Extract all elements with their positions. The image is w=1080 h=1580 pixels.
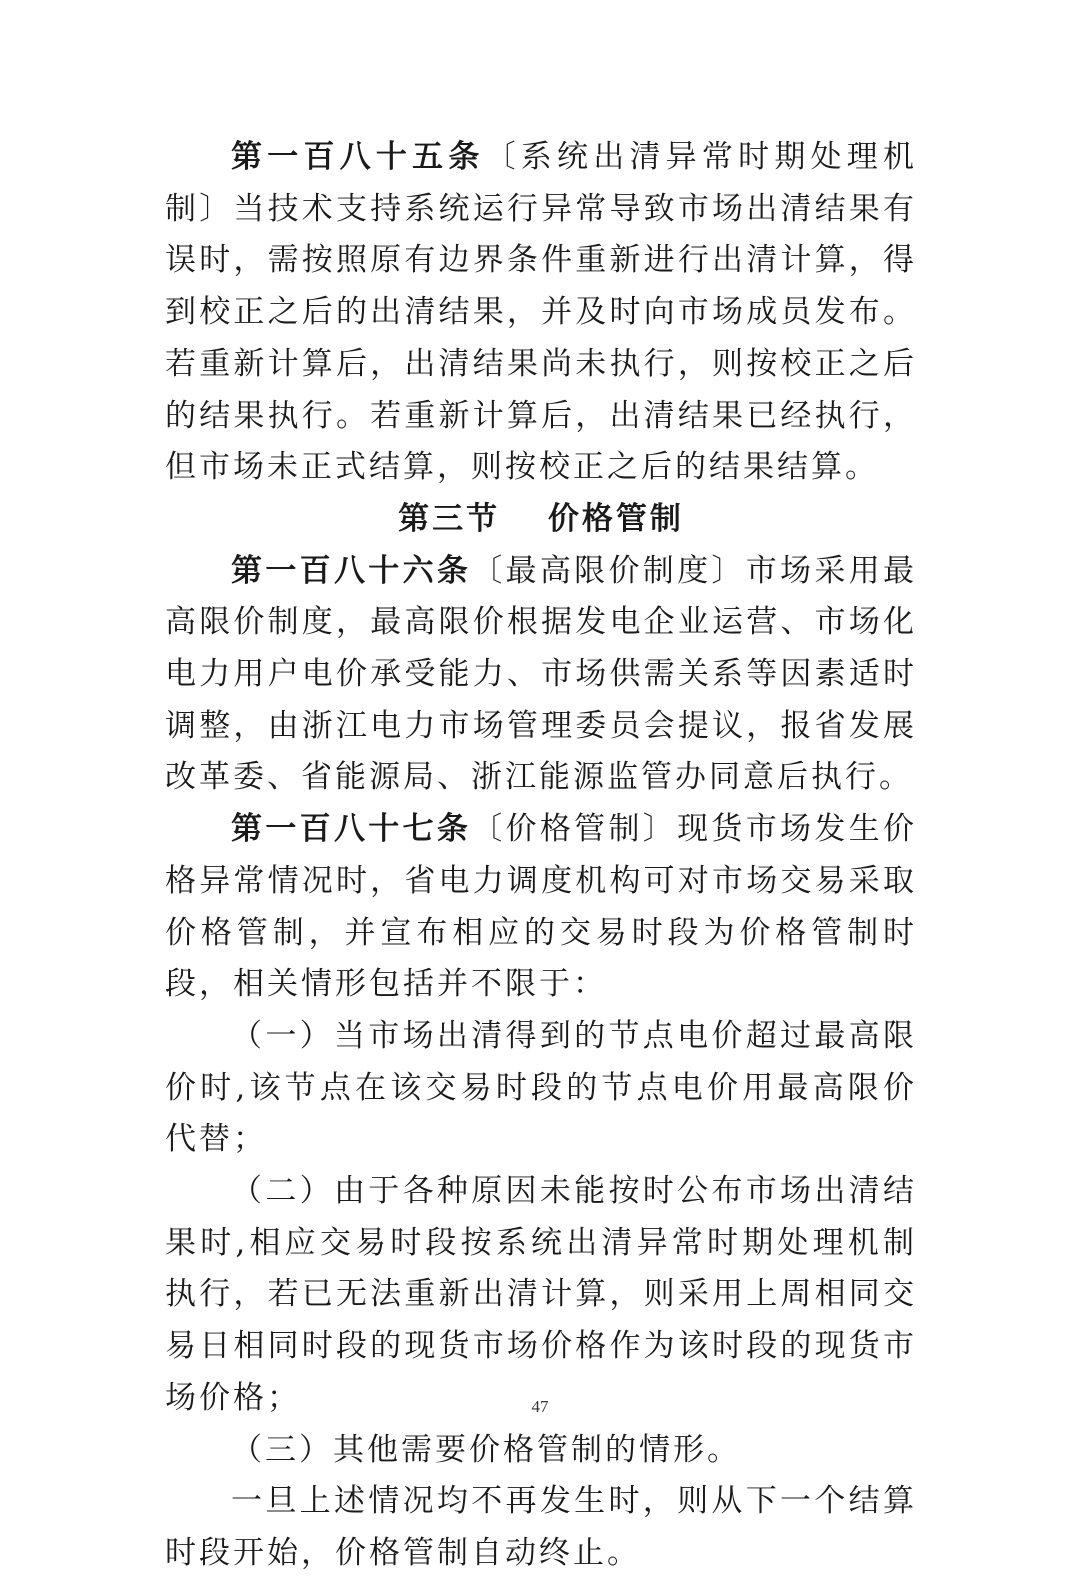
closing-paragraph: 一旦上述情况均不再发生时，则从下一个结算时段开始，价格管制自动终止。 <box>165 1483 917 1571</box>
article-185-number: 第一百八十五条 <box>231 139 485 175</box>
article-185-body: 〔系统出清异常时期处理机制〕当技术支持系统运行异常导致市场出清结果有误时，需按照原有边界条件重新进行出清计算，得到校正之后的出清结果，并及时向市场成员发布。若重新计算后，出清结果尚未执行，则按校正之后的结果执行。若重新计算后，出清结果已经执行，但市场未正式结算，则按校正之后的结果结算。 <box>165 139 918 486</box>
article-185 <box>165 132 917 494</box>
list-item-2: （二）由于各种原因未能按时公布市场出清结果时,相应交易时段按系统出清异常时期处理机制执行，若已无法重新出清计算，则采用上周相同交易日相同时段的现货市场价格作为该时段的现货市场价格； <box>165 1173 917 1416</box>
article-186 <box>165 546 917 805</box>
article-186-number: 第一百八十六条 <box>231 552 472 589</box>
article-186-body: 〔最高限价制度〕市场采用最高限价制度，最高限价根据发电企业运营、市场化电力用户电价承受能力、市场供需关系等因素适时调整，由浙江电力市场管理委员会提议，报省发展改革委、省能源局、浙江能源监管办同意后执行。 <box>165 552 918 796</box>
list-item-1: （一）当市场出清得到的节点电价超过最高限价时,该节点在该交易时段的节点电价用最高限价代替； <box>165 1017 917 1158</box>
list-item-3: （三）其他需要价格管制的情形。 <box>231 1431 741 1468</box>
article-187-body: 〔价格管制〕现货市场发生价格异常情况时，省电力调度机构可对市场交易采取价格管制，并宣布相应的交易时段为价格管制时段，相关情形包括并不限于： <box>165 811 918 1003</box>
page-number: 47 <box>531 1397 549 1416</box>
article-187-number: 第一百八十七条 <box>231 811 472 848</box>
section-heading: 第三节 价格管制 <box>398 500 684 537</box>
document-body <box>165 132 917 1580</box>
article-187 <box>165 804 917 1011</box>
